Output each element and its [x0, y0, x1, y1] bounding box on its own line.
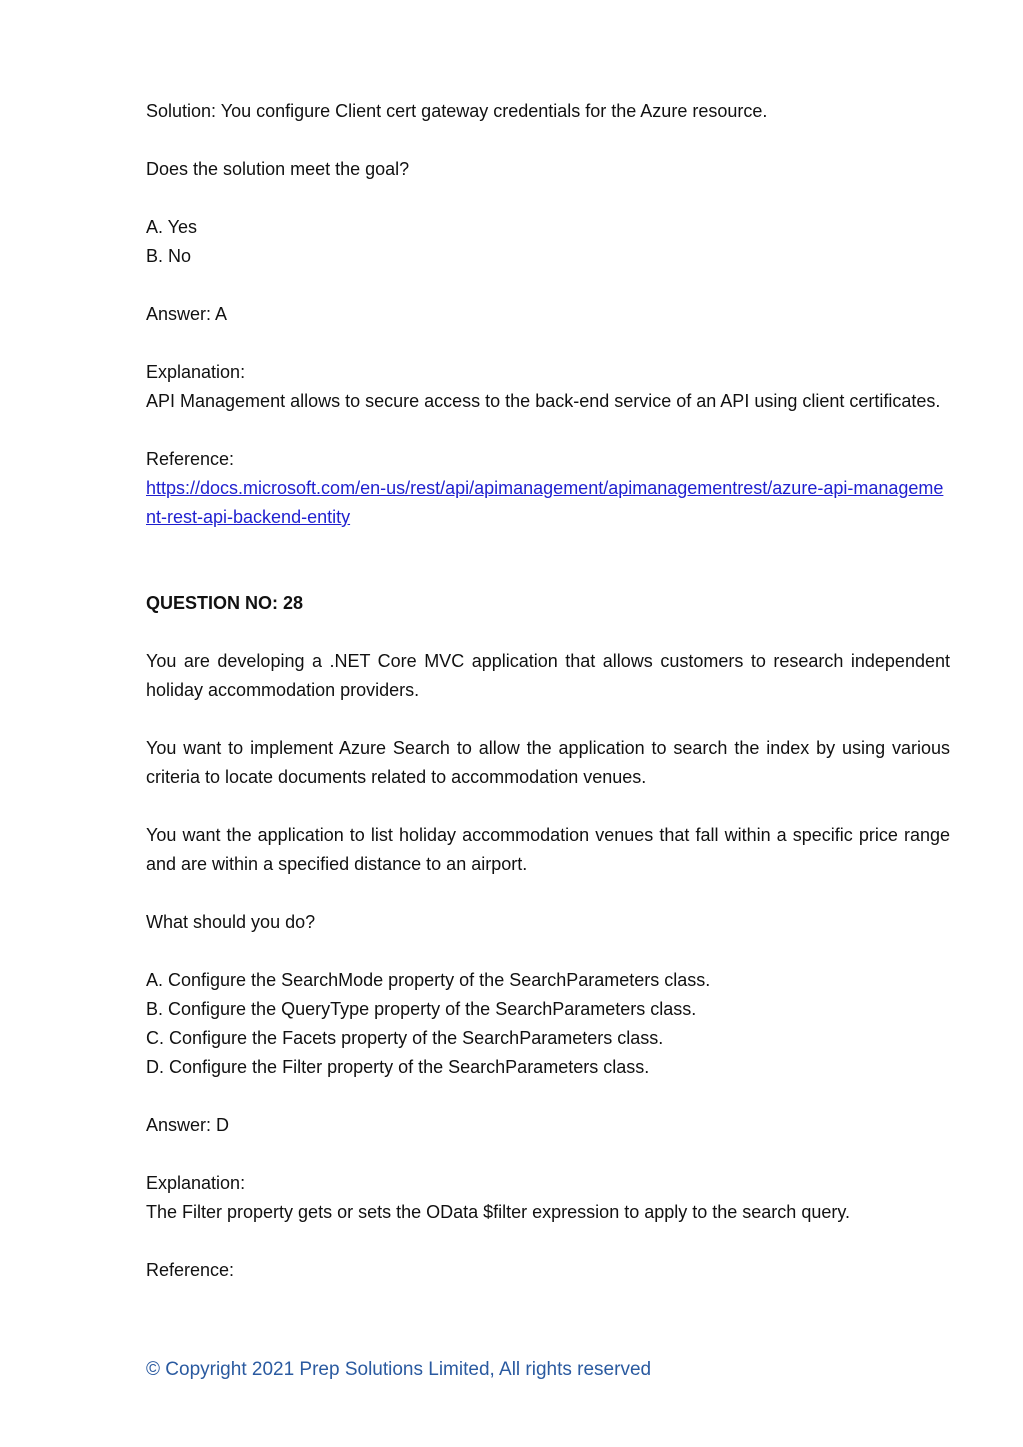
footer-copyright: © Copyright 2021 Prep Solutions Limited, All rights reserved [146, 1359, 652, 1380]
q28-explanation [146, 1169, 950, 1227]
q27-answer: Answer: A [146, 304, 228, 324]
q27-option-a: A. Yes [146, 217, 198, 237]
q28-explanation-text: The Filter property gets or sets the OData $filter expression to apply to the search query. [146, 1202, 851, 1222]
q28-paragraph: You are developing a .NET Core MVC application that allows customers to research independent holiday accommodation providers. [146, 651, 950, 700]
q27-options [146, 213, 950, 271]
q27-explanation-text: API Management allows to secure access to the back-end service of an API using client certificates. [146, 391, 941, 411]
q27-reference-label: Reference: [146, 449, 235, 469]
q28-paragraph: You want to implement Azure Search to allow the application to search the index by using various criteria to locate documents related to accommodation venues. [146, 738, 950, 787]
question-heading: QUESTION NO: 28 [146, 593, 304, 613]
q28-option-b: B. Configure the QueryType property of the SearchParameters class. [146, 999, 697, 1019]
q27-solution: Solution: You configure Client cert gateway credentials for the Azure resource. [146, 101, 768, 121]
q28-prompt: What should you do? [146, 912, 316, 932]
q27-reference [146, 445, 950, 532]
q28-answer: Answer: D [146, 1115, 230, 1135]
q28-reference-label: Reference: [146, 1260, 235, 1280]
q28-option-c: C. Configure the Facets property of the SearchParameters class. [146, 1028, 664, 1048]
q28-explanation-label: Explanation: [146, 1173, 246, 1193]
document-page [146, 97, 950, 1285]
q28-options [146, 966, 950, 1082]
q27-explanation-label: Explanation: [146, 362, 246, 382]
q27-option-b: B. No [146, 246, 192, 266]
q28-paragraph: You want the application to list holiday accommodation venues that fall within a specific price range and are within a specified distance to an airport. [146, 825, 950, 874]
q27-reference-link[interactable]: https://docs.microsoft.com/en-us/rest/api/apimanagement/apimanagementrest/azure-api-management-rest-api-backend-entity [146, 478, 944, 527]
q27-prompt: Does the solution meet the goal? [146, 159, 410, 179]
q27-explanation [146, 358, 950, 416]
section-spacer [146, 532, 950, 589]
q28-option-d: D. Configure the Filter property of the SearchParameters class. [146, 1057, 650, 1077]
q28-option-a: A. Configure the SearchMode property of the SearchParameters class. [146, 970, 711, 990]
